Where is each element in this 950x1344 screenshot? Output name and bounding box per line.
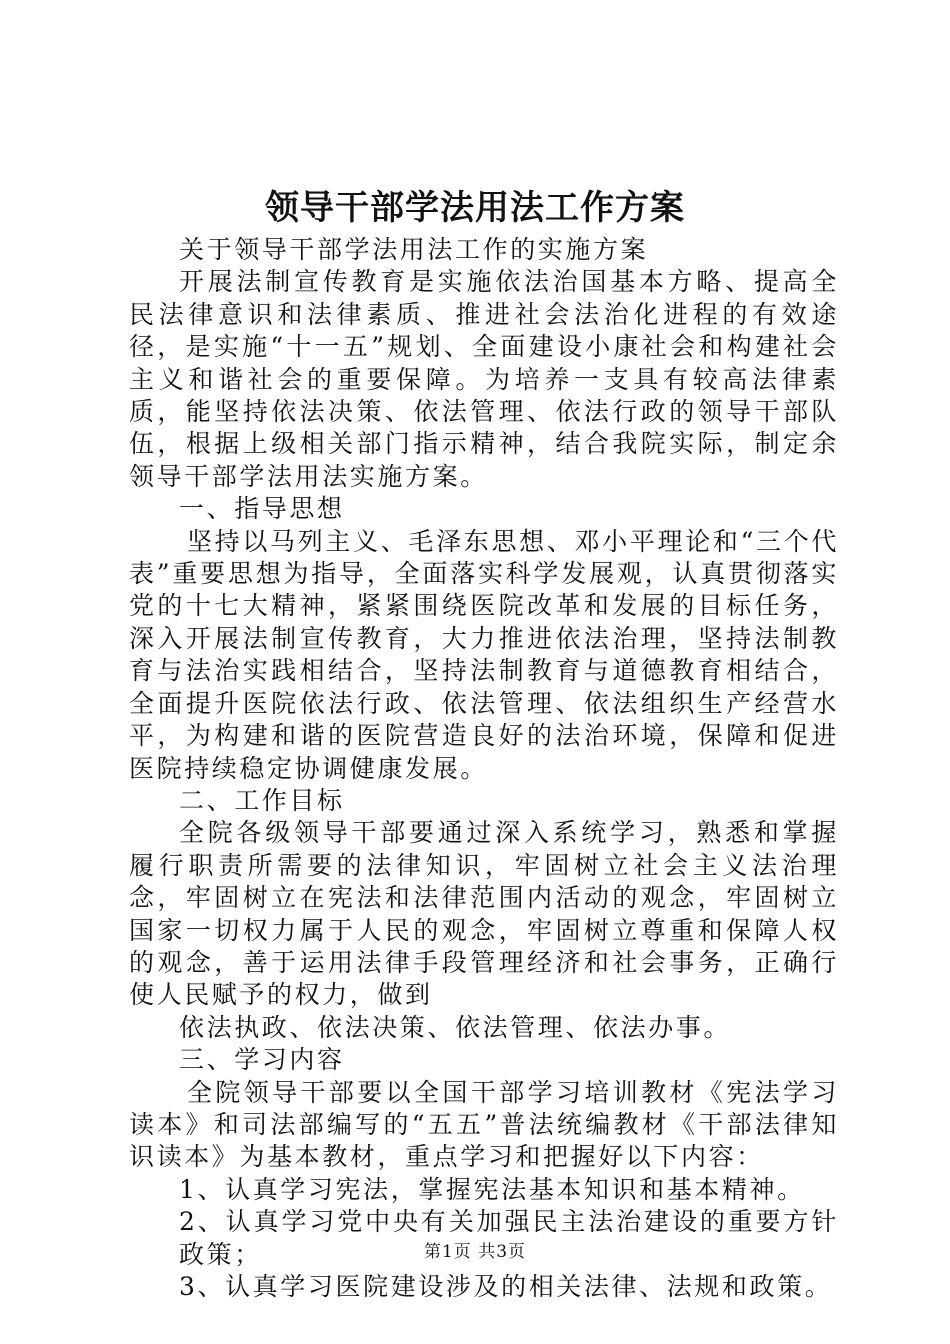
page-number-footer: 第1页 共3页 — [423, 1242, 527, 1262]
document-title: 领导干部学法用法工作方案 — [265, 188, 685, 228]
subtitle: 关于领导干部学法用法工作的实施方案 — [179, 235, 649, 264]
list-item-3: 3、认真学习医院建设涉及的相关法律、法规和政策。 — [179, 1272, 833, 1301]
list-item-2: 2、认真学习党中央有关加强民主法治建设的重要方针政策； — [179, 1207, 839, 1269]
paragraph-work-goals-continued: 依法执政、依法决策、依法管理、依法办事。 — [179, 1012, 732, 1042]
paragraph-work-goals: 全院各级领导干部要通过深入系统学习，熟悉和掌握履行职责所需要的法律知识，牢固树立社会主义法治理念，牢固树立在宪法和法律范围内活动的观念，牢固树立国家一切权力属于人民的观念，牢固树立尊重和保障人权的观念，善于运用法律手段管理经济和社会事务，正确行使人民赋予的权力，做到 — [129, 818, 839, 1010]
list-item-1: 1、认真学习宪法，掌握宪法基本知识和基本精神。 — [179, 1174, 805, 1204]
section-heading-guiding-thought: 一、指导思想 — [179, 494, 345, 524]
section-heading-work-goals: 二、工作目标 — [179, 785, 345, 815]
section-heading-study-content: 三、学习内容 — [179, 1045, 345, 1075]
paragraph-intro: 开展法制宣传教育是实施依法治国基本方略、提高全民法律意识和法律素质、推进社会法治化进程的有效途径，是实施“十一五”规划、全面建设小康社会和构建社会主义和谐社会的重要保障。为培养一支具有较高法律素质，能坚持依法决策、依法管理、依法行政的领导干部队伍，根据上级相关部门指示精神，结合我院实际，制定余领导干部学法用法实施方案。 — [129, 267, 839, 491]
document-body — [129, 234, 839, 1303]
paragraph-guiding-thought: 坚持以马列主义、毛泽东思想、邓小平理论和“三个代表”重要思想为指导，全面落实科学发展观，认真贯彻落实党的十七大精神，紧紧围绕医院改革和发展的目标任务，深入开展法制宣传教育，大力推进依法治理，坚持法制教育与法治实践相结合，坚持法制教育与道德教育相结合，全面提升医院依法行政、依法管理、依法组织生产经营水平，为构建和谐的医院营造良好的法治环境，保障和促进医院持续稳定协调健康发展。 — [129, 526, 839, 783]
paragraph-study-content: 全院领导干部要以全国干部学习培训教材《宪法学习读本》和司法部编写的“五五”普法统编教材《干部法律知识读本》为基本教材，重点学习和把握好以下内容： — [129, 1077, 839, 1172]
